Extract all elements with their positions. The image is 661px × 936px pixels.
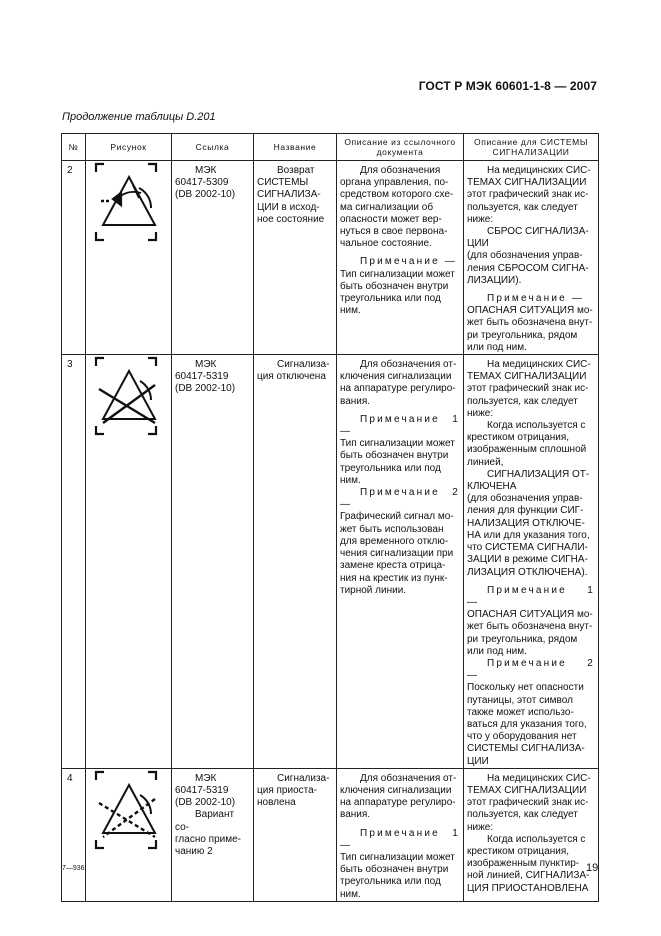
figure-cell bbox=[86, 355, 172, 769]
sys-text: СИСТЕМЫ СИГНАЛИЗА- bbox=[467, 743, 585, 755]
desc-text: ключения сигнализации bbox=[340, 784, 452, 796]
name-text: Возврат bbox=[277, 165, 315, 176]
desc-text: ключения сигнализации bbox=[340, 371, 452, 383]
name-cell bbox=[254, 768, 337, 901]
desc-text: на аппаратуре регулиро- bbox=[340, 383, 456, 395]
sys-text: ваться для указания того, bbox=[467, 718, 587, 730]
sys-text: пользуется, как следует bbox=[467, 395, 578, 407]
document-header: ГОСТ Р МЭК 60601-1-8 — 2007 bbox=[418, 79, 597, 93]
source-description-cell bbox=[337, 768, 464, 901]
ref-text: Вариант со- bbox=[175, 809, 235, 833]
col-header-source-description: Описание из ссылочного документа bbox=[337, 134, 464, 161]
desc-text: органа управления, по- bbox=[340, 177, 449, 189]
sys-text: ной линией, СИГНАЛИЗА- bbox=[467, 870, 590, 882]
desc-text: на аппаратуре регулиро- bbox=[340, 797, 456, 809]
col-header-name: Название bbox=[254, 134, 337, 161]
system-description-cell bbox=[464, 768, 599, 901]
sys-text: ЛИЗАЦИИ). bbox=[467, 274, 522, 286]
symbol-table bbox=[61, 133, 599, 902]
sys-text: ления для функции СИГ- bbox=[467, 505, 584, 517]
ref-text: гласно приме- bbox=[175, 833, 242, 845]
sys-text: НАЛИЗАЦИЯ ОТКЛЮЧЕ- bbox=[467, 517, 585, 529]
sys-text: этот графический знак ис- bbox=[467, 797, 589, 809]
sys-text: (для обозначения управ- bbox=[467, 493, 583, 505]
sys-text: На медицинских СИС- bbox=[487, 165, 591, 176]
sys-text: жет быть обозначена внут- bbox=[467, 317, 593, 329]
sys-text: или под ним. bbox=[467, 645, 527, 657]
desc-text: жет быть использован bbox=[340, 523, 444, 535]
note-heading: Примечание 2 — bbox=[467, 657, 595, 682]
alarm-off-icon bbox=[89, 355, 169, 445]
table-row bbox=[62, 355, 599, 769]
name-text: ция приоста- bbox=[257, 784, 317, 796]
reference-cell bbox=[172, 161, 254, 355]
note-heading: Примечание 1 — bbox=[340, 413, 460, 438]
figure-cell bbox=[86, 768, 172, 901]
name-cell bbox=[254, 355, 337, 769]
desc-text: Тип сигнализации может bbox=[340, 851, 455, 863]
desc-text: Тип сигнализации может bbox=[340, 268, 455, 280]
sys-text: (для обозначения управ- bbox=[467, 250, 583, 262]
name-text: СИГНАЛИЗА- bbox=[257, 189, 321, 201]
ref-text: (DB 2002-10) bbox=[175, 797, 236, 809]
col-header-reference: Ссылка bbox=[172, 134, 254, 161]
desc-text: опасности может вер- bbox=[340, 213, 442, 225]
sys-text: НА или для указания того, bbox=[467, 529, 590, 541]
desc-text: Для обозначения bbox=[360, 165, 441, 176]
name-text: ное состояние bbox=[257, 213, 325, 225]
note-heading: Примечание — bbox=[360, 256, 458, 268]
sys-text: ниже: bbox=[467, 821, 494, 833]
sys-text: ЦИИ bbox=[467, 238, 489, 250]
name-text: Сигнализа- bbox=[277, 772, 330, 784]
ref-text: чанию 2 bbox=[175, 845, 213, 857]
note-heading: Примечание 2 — bbox=[340, 487, 460, 511]
desc-text: треугольника или под bbox=[340, 876, 441, 888]
sys-text: изображенным пунктир- bbox=[467, 858, 580, 870]
sys-text: ОПАСНАЯ СИТУАЦИЯ мо- bbox=[467, 305, 593, 317]
desc-text: быть обозначен внутри bbox=[340, 280, 449, 292]
desc-text: нуться в свое первона- bbox=[340, 226, 448, 238]
ref-text: МЭК bbox=[195, 359, 217, 371]
sys-text: ТЕМАХ СИГНАЛИЗАЦИИ bbox=[467, 177, 587, 189]
table-continuation-caption: Продолжение таблицы D.201 bbox=[62, 111, 216, 123]
desc-text: ма сигнализации об bbox=[340, 201, 434, 213]
desc-text: замене креста отрица- bbox=[340, 560, 446, 572]
ref-text: МЭК bbox=[195, 772, 217, 784]
sys-text: ЦИЯ ПРИОСТАНОВЛЕНА bbox=[467, 882, 589, 894]
col-header-number: № bbox=[62, 134, 86, 161]
figure-cell bbox=[86, 161, 172, 355]
row-number: 2 bbox=[62, 161, 86, 355]
sys-text: СИГНАЛИЗАЦИЯ ОТ- bbox=[487, 468, 590, 480]
sys-text: также может использо- bbox=[467, 706, 574, 718]
desc-text: чальное состояние. bbox=[340, 238, 432, 250]
desc-text: средством которого схе- bbox=[340, 189, 454, 201]
table-row bbox=[62, 768, 599, 901]
sys-text: пользуется, как следует bbox=[467, 809, 578, 821]
sys-text: ЗАЦИИ в режиме СИГНА- bbox=[467, 554, 588, 566]
desc-text: ним. bbox=[340, 474, 361, 486]
ref-text: (DB 2002-10) bbox=[175, 383, 236, 395]
sys-text: ОПАСНАЯ СИТУАЦИЯ мо- bbox=[467, 609, 593, 621]
desc-text: быть обозначен внутри bbox=[340, 450, 449, 462]
sys-text: этот графический знак ис- bbox=[467, 189, 589, 201]
sys-text: На медицинских СИС- bbox=[487, 359, 591, 371]
ref-text: МЭК bbox=[195, 165, 217, 176]
print-code: 7—936 bbox=[62, 865, 85, 872]
sys-text: ри треугольника, рядом bbox=[467, 633, 578, 645]
source-description-cell bbox=[337, 355, 464, 769]
sys-text: Поскольку нет опасности bbox=[467, 682, 584, 694]
desc-text: Для обозначения от- bbox=[360, 772, 457, 784]
table-row bbox=[62, 161, 599, 355]
source-description-cell bbox=[337, 161, 464, 355]
note-heading: Примечание 1— bbox=[340, 827, 460, 851]
sys-text: жет быть обозначена внут- bbox=[467, 621, 593, 633]
name-text: новлена bbox=[257, 797, 296, 809]
row-number: 3 bbox=[62, 355, 86, 769]
sys-text: ления СБРОСОМ СИГНА- bbox=[467, 262, 589, 274]
desc-text: треугольника или под bbox=[340, 293, 441, 305]
sys-text: На медицинских СИС- bbox=[487, 772, 591, 784]
sys-text: ЛИЗАЦИЯ ОТКЛЮЧЕНА). bbox=[467, 566, 588, 578]
ref-text: 60417-5319 bbox=[175, 784, 229, 796]
table-header-row bbox=[62, 134, 599, 161]
note-heading: Примечание 1 — bbox=[467, 584, 595, 608]
sys-text: СБРОС СИГНАЛИЗА- bbox=[487, 226, 589, 238]
name-text: ЦИИ в исход- bbox=[257, 201, 320, 213]
sys-text: пользуется, как следует bbox=[467, 201, 578, 213]
sys-text: что СИСТЕМА СИГНАЛИ- bbox=[467, 542, 588, 554]
sys-text: ри треугольника, рядом bbox=[467, 329, 578, 341]
alarm-reset-icon bbox=[89, 161, 169, 251]
desc-text: чения сигнализации при bbox=[340, 548, 454, 560]
sys-text: крестиком отрицания, bbox=[467, 845, 570, 857]
name-text: ция отключена bbox=[257, 371, 326, 383]
name-text: СИСТЕМЫ bbox=[257, 177, 309, 189]
system-description-cell bbox=[464, 355, 599, 769]
ref-text: 60417-5309 bbox=[175, 177, 229, 189]
sys-text: ниже: bbox=[467, 407, 494, 419]
desc-text: ния на крестик из пунк- bbox=[340, 572, 448, 584]
sys-text: Когда используется с bbox=[487, 420, 586, 432]
desc-text: тирной линии. bbox=[340, 584, 407, 596]
sys-text: КЛЮЧЕНА bbox=[467, 481, 517, 493]
desc-text: треугольника или под bbox=[340, 462, 441, 474]
desc-text: быть обозначен внутри bbox=[340, 864, 449, 876]
col-header-system-description: Описание для СИСТЕМЫ СИГНАЛИЗАЦИИ bbox=[464, 134, 599, 161]
page-number: 19 bbox=[586, 862, 599, 874]
ref-text: (DB 2002-10) bbox=[175, 189, 236, 201]
col-header-figure: Рисунок bbox=[86, 134, 172, 161]
name-cell bbox=[254, 161, 337, 355]
note-heading: Примечание — bbox=[487, 293, 585, 305]
sys-text: изображенным сплошной bbox=[467, 444, 587, 456]
desc-text: Графический сигнал мо- bbox=[340, 511, 454, 523]
ref-text: 60417-5319 bbox=[175, 371, 229, 383]
desc-text: вания. bbox=[340, 809, 371, 821]
sys-text: ТЕМАХ СИГНАЛИЗАЦИИ bbox=[467, 784, 587, 796]
desc-text: Для обозначения от- bbox=[360, 359, 457, 371]
sys-text: путаницы, этот символ bbox=[467, 694, 573, 706]
sys-text: или под ним. bbox=[467, 341, 527, 353]
sys-text: Когда используется с bbox=[487, 833, 586, 845]
desc-text: Тип сигнализации может bbox=[340, 438, 455, 450]
sys-text: ТЕМАХ СИГНАЛИЗАЦИИ bbox=[467, 371, 587, 383]
sys-text: крестиком отрицания, bbox=[467, 432, 570, 444]
reference-cell bbox=[172, 355, 254, 769]
sys-text: ниже: bbox=[467, 213, 494, 225]
desc-text: для временного отклю- bbox=[340, 535, 449, 547]
row-number: 4 bbox=[62, 768, 86, 901]
sys-text: что у оборудования нет bbox=[467, 731, 577, 743]
desc-text: вания. bbox=[340, 395, 371, 407]
reference-cell bbox=[172, 768, 254, 901]
system-description-cell bbox=[464, 161, 599, 355]
sys-text: ЦИИ bbox=[467, 755, 489, 767]
sys-text: линией, bbox=[467, 456, 504, 468]
sys-text: этот графический знак ис- bbox=[467, 383, 589, 395]
desc-text: ним. bbox=[340, 888, 361, 900]
name-text: Сигнализа- bbox=[277, 359, 330, 371]
alarm-paused-icon bbox=[89, 769, 169, 859]
desc-text: ним. bbox=[340, 305, 361, 317]
